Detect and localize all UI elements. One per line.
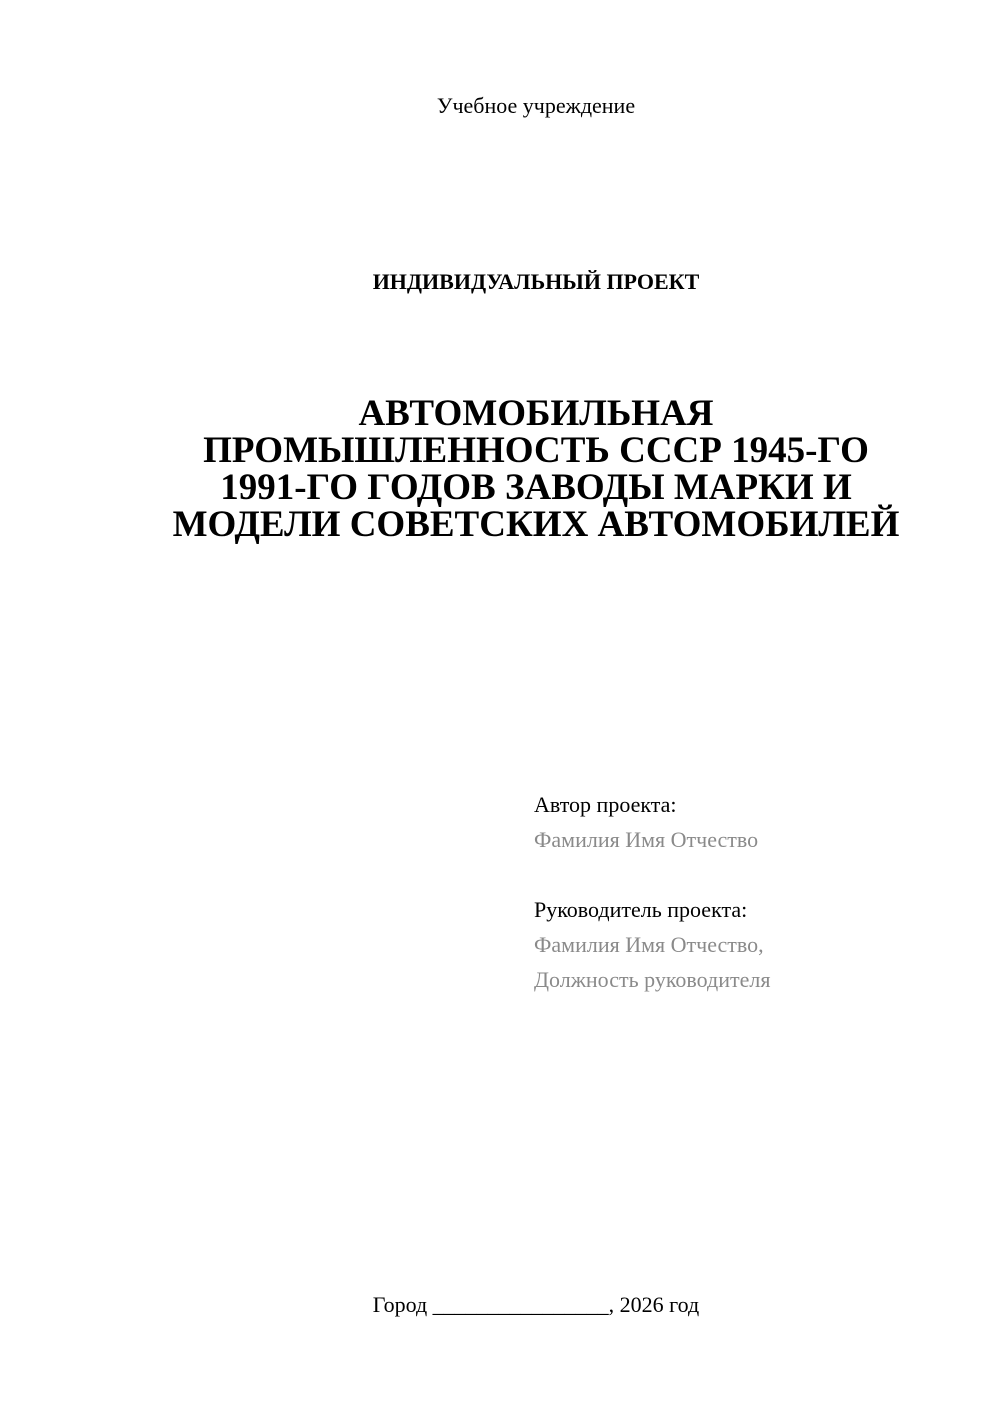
project-people-block [534,787,974,997]
title-line: ПРОМЫШЛЕННОСТЬ СССР 1945-ГО [203,430,869,471]
city-year-footer: Город ________________, 2026 год [372,1292,700,1317]
institution-name: Учебное учреждение [436,93,636,118]
author-name: Фамилия Имя Отчество [534,827,759,852]
title-line: АВТОМОБИЛЬНАЯ [358,393,714,434]
title-line: МОДЕЛИ СОВЕТСКИХ АВТОМОБИЛЕЙ [172,504,900,545]
supervisor-label: Руководитель проекта: [534,897,748,922]
project-title [130,395,942,543]
supervisor-position: Должность руководителя [534,967,771,992]
author-label: Автор проекта: [534,792,677,817]
spacer [534,857,974,892]
title-line: 1991-ГО ГОДОВ ЗАВОДЫ МАРКИ И [220,467,852,508]
supervisor-name: Фамилия Имя Отчество, [534,932,764,957]
document-type: ИНДИВИДУАЛЬНЫЙ ПРОЕКТ [372,269,700,294]
